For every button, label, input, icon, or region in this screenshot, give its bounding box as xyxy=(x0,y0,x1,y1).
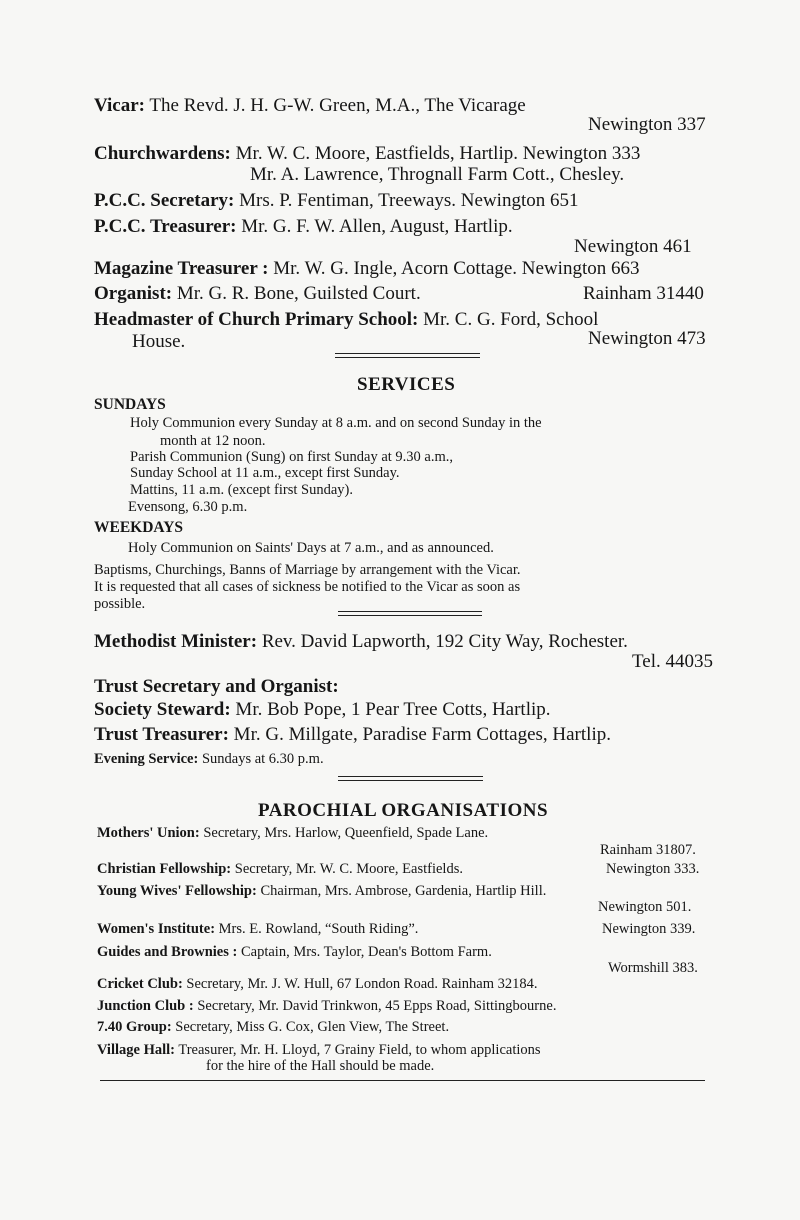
wardens-text-1: Mr. W. C. Moore, Eastfields, Hartlip. Newington 333 xyxy=(235,143,641,164)
pcc-secretary-label: P.C.C. Secretary: xyxy=(94,190,235,211)
womens-institute-label: Women's Institute: xyxy=(97,921,216,937)
evening-service-text: Sundays at 6.30 p.m. xyxy=(201,751,324,767)
wardens-label: Churchwardens: xyxy=(94,143,231,164)
pcc-treasurer-line xyxy=(94,217,513,236)
magazine-treasurer-line xyxy=(94,259,640,278)
village-hall-line xyxy=(97,1043,541,1058)
mothers-union-text: Secretary, Mrs. Harlow, Queenfield, Spade Lane. xyxy=(203,825,489,841)
group-740-line xyxy=(97,1020,449,1035)
pcc-treasurer-tel: Newington 461 xyxy=(574,236,692,257)
methodist-minister-label: Methodist Minister: xyxy=(94,631,258,652)
young-wives-label: Young Wives' Fellowship: xyxy=(97,883,257,899)
headmaster-label: Headmaster of Church Primary School: xyxy=(94,309,419,330)
sunday-line-5: Mattins, 11 a.m. (except first Sunday). xyxy=(130,482,353,498)
headmaster-text: Mr. C. G. Ford, School xyxy=(423,309,599,330)
double-rule xyxy=(338,611,482,616)
baptisms-line-3: possible. xyxy=(94,596,146,612)
cricket-club-label: Cricket Club: xyxy=(97,976,183,992)
double-rule xyxy=(335,353,480,358)
headmaster-cont: House. xyxy=(132,331,186,352)
trust-treasurer-line xyxy=(94,725,611,744)
vicar-line xyxy=(94,96,526,115)
pcc-secretary-line xyxy=(94,191,578,210)
pcc-treasurer-label: P.C.C. Treasurer: xyxy=(94,216,237,237)
trust-treasurer-label: Trust Treasurer: xyxy=(94,724,229,745)
christian-fellowship-text: Secretary, Mr. W. C. Moore, Eastfields. xyxy=(234,861,463,877)
guides-brownies-label: Guides and Brownies : xyxy=(97,944,238,960)
young-wives-tel: Newington 501. xyxy=(598,899,692,915)
magazine-treasurer-label: Magazine Treasurer : xyxy=(94,258,269,279)
vicar-label: Vicar: xyxy=(94,95,145,116)
christian-fellowship-line xyxy=(97,862,463,877)
sunday-line-3: Parish Communion (Sung) on first Sunday at 9.30 a.m., xyxy=(130,449,454,465)
headmaster-line xyxy=(94,310,598,329)
guides-brownies-tel: Wormshill 383. xyxy=(608,960,698,976)
group-740-label: 7.40 Group: xyxy=(97,1019,172,1035)
baptisms-line-1: Baptisms, Churchings, Banns of Marriage by arrangement with the Vicar. xyxy=(94,562,521,578)
cricket-club-line xyxy=(97,977,537,992)
christian-fellowship-tel: Newington 333. xyxy=(606,861,700,877)
evening-service-line xyxy=(94,752,324,767)
guides-brownies-line xyxy=(97,945,492,960)
sunday-line-6: Evensong, 6.30 p.m. xyxy=(128,499,248,515)
mothers-union-label: Mothers' Union: xyxy=(97,825,200,841)
society-steward-label: Society Steward: xyxy=(94,699,231,720)
mothers-union-line xyxy=(97,826,488,841)
cricket-club-text: Secretary, Mr. J. W. Hull, 67 London Road. Rainham 32184. xyxy=(186,976,538,992)
pcc-treasurer-text: Mr. G. F. W. Allen, August, Hartlip. xyxy=(241,216,513,237)
junction-club-line xyxy=(97,999,556,1014)
methodist-minister-line xyxy=(94,632,628,651)
society-steward-text: Mr. Bob Pope, 1 Pear Tree Cotts, Hartlip. xyxy=(235,699,551,720)
sundays-heading: SUNDAYS xyxy=(94,396,166,413)
vicar-tel: Newington 337 xyxy=(588,114,706,135)
methodist-minister-tel: Tel. 44035 xyxy=(632,651,713,672)
mothers-union-tel: Rainham 31807. xyxy=(600,842,696,858)
organist-text: Mr. G. R. Bone, Guilsted Court. xyxy=(176,283,421,304)
junction-club-text: Secretary, Mr. David Trinkwon, 45 Epps Road, Sittingbourne. xyxy=(197,998,557,1014)
methodist-minister-text: Rev. David Lapworth, 192 City Way, Rochester. xyxy=(261,631,628,652)
evening-service-label: Evening Service: xyxy=(94,751,199,767)
organisations-title: PAROCHIAL ORGANISATIONS xyxy=(258,800,549,821)
weekday-line: Holy Communion on Saints' Days at 7 a.m., and as announced. xyxy=(128,540,494,556)
sunday-line-4: Sunday School at 11 a.m., except first Sunday. xyxy=(130,465,400,481)
womens-institute-text: Mrs. E. Rowland, “South Riding”. xyxy=(218,921,419,937)
vicar-text: The Revd. J. H. G-W. Green, M.A., The Vicarage xyxy=(149,95,526,116)
trust-treasurer-text: Mr. G. Millgate, Paradise Farm Cottages, Hartlip. xyxy=(233,724,611,745)
village-hall-label: Village Hall: xyxy=(97,1042,175,1058)
society-steward-line xyxy=(94,700,551,719)
christian-fellowship-label: Christian Fellowship: xyxy=(97,861,232,877)
pcc-secretary-text: Mrs. P. Fentiman, Treeways. Newington 651 xyxy=(239,190,579,211)
group-740-text: Secretary, Miss G. Cox, Glen View, The Street. xyxy=(175,1019,450,1035)
magazine-treasurer-text: Mr. W. G. Ingle, Acorn Cottage. Newington 663 xyxy=(273,258,640,279)
weekdays-heading: WEEKDAYS xyxy=(94,519,184,536)
junction-club-label: Junction Club : xyxy=(97,998,194,1014)
womens-institute-line xyxy=(97,922,418,937)
sunday-line-2: month at 12 noon. xyxy=(160,433,266,449)
organist-line xyxy=(94,284,421,303)
village-hall-text: Treasurer, Mr. H. Lloyd, 7 Grainy Field, to whom applications xyxy=(178,1042,541,1058)
double-rule xyxy=(338,776,483,781)
village-hall-cont: for the hire of the Hall should be made. xyxy=(206,1058,435,1074)
organist-label: Organist: xyxy=(94,283,173,304)
bottom-rule xyxy=(100,1080,705,1081)
baptisms-line-2: It is requested that all cases of sickness be notified to the Vicar as soon as xyxy=(94,579,521,595)
sunday-line-1: Holy Communion every Sunday at 8 a.m. and on second Sunday in the xyxy=(130,415,542,431)
wardens-text-2: Mr. A. Lawrence, Thrognall Farm Cott., Chesley. xyxy=(250,164,625,185)
organist-tel: Rainham 31440 xyxy=(583,283,704,304)
wardens-line xyxy=(94,144,640,163)
young-wives-line xyxy=(97,884,546,899)
services-title: SERVICES xyxy=(357,374,456,395)
womens-institute-tel: Newington 339. xyxy=(602,921,696,937)
young-wives-text: Chairman, Mrs. Ambrose, Gardenia, Hartlip Hill. xyxy=(260,883,547,899)
guides-brownies-text: Captain, Mrs. Taylor, Dean's Bottom Farm. xyxy=(240,944,492,960)
trust-secretary-label: Trust Secretary and Organist: xyxy=(94,676,339,697)
headmaster-tel: Newington 473 xyxy=(588,328,706,349)
